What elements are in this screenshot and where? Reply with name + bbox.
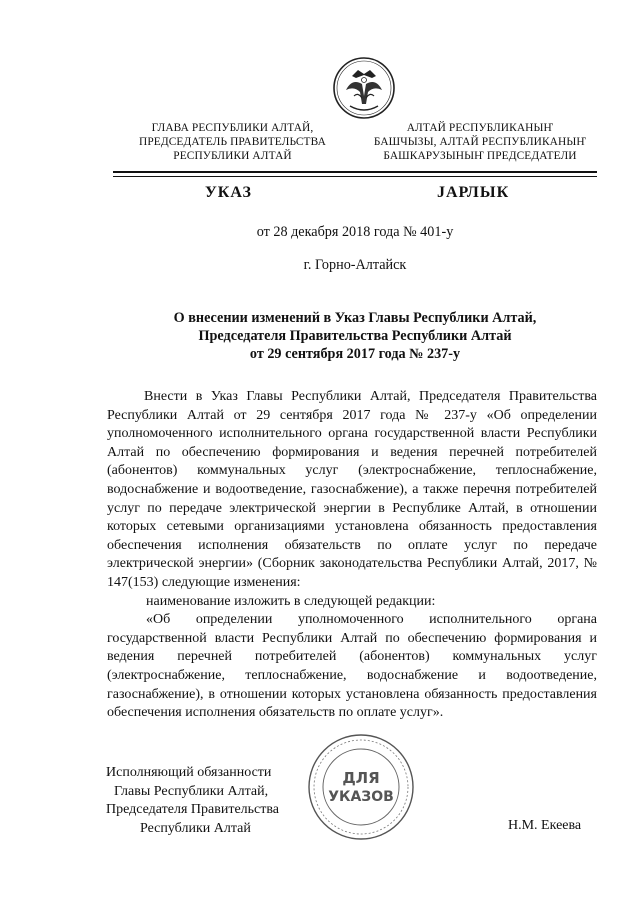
document-body [107,388,597,723]
header-right-line: БАШЧЫЗЫ, АЛТАЙ РЕСПУБЛИКАНЫҤ [373,136,587,148]
body-paragraph-instruction: наименование изложить в следующей редакции: [146,593,436,609]
header-divider-thick [113,171,597,173]
header-right-line: БАШКАРУЗЫНЫҤ ПРЕДСЕДАТЕЛИ [383,150,577,162]
stamp-text-line2: УКАЗОВ [328,789,394,805]
signatory-name: Н.М. Екеева [508,818,582,833]
header-left-line: РЕСПУБЛИКИ АЛТАЙ [173,150,292,162]
coat-of-arms-emblem [332,56,396,120]
title-line: Председателя Правительства Республики Алтай [198,328,512,344]
stamp-seal [306,732,416,842]
title-line: от 29 сентября 2017 года № 237-у [249,346,461,362]
document-city: г. Горно-Алтайск [303,257,407,273]
signature-line: Исполняющий обязанности [106,765,272,780]
title-line: О внесении изменений в Указ Главы Республики Алтай, [173,310,537,326]
document-date: от 28 декабря 2018 года № 401-у [256,224,454,240]
header-divider-thin [113,176,597,177]
body-paragraph-main: Внести в Указ Главы Республики Алтай, Председателя Правительства Республики Алтай от 29 сентября 2017 года № 237-у «Об определении уполномоченного исполнительного органа государственной власти Республики Алтай по обеспечению формирования и ведения перечней потребителей (абонентов) коммунальных услуг (электроснабжение, теплоснабжение, водоснабжение и водоотведение, газоснабжение), а также перечня потребителей услуг по передаче электрической энергии в Республике Алтай, в отношении которых сетевыми организациями установлена обязанность предоставления обеспечения исполнения обязательств по оплате услуг по передаче электрической энергии» (Сборник законодательства Республики Алтай, 2017, № 147(153) следующие изменения: [107,389,597,590]
header-left-line: ПРЕДСЕДАТЕЛЬ ПРАВИТЕЛЬСТВА [139,136,326,148]
signature-line: Главы Республики Алтай, [114,783,269,799]
header-left-block [110,121,355,163]
signature-block [90,764,310,838]
header-right-line: АЛТАЙ РЕСПУБЛИКАНЫҤ [406,122,554,134]
doc-type-russian: УКАЗ [205,184,252,201]
document-title [113,309,597,363]
stamp-text-line1: ДЛЯ [342,769,380,787]
body-paragraph-new-title: «Об определении уполномоченного исполнительного органа государственной власти Республики Алтай по обеспечению формирования и ведения перечней потребителей (абонентов) коммунальных услуг (электроснабжение, теплоснабжение, водоснабжение и водоотведение, газоснабжение), в отношении которых установлена обязанность предоставления обеспечения исполнения обязательств по оплате услуг». [107,612,597,721]
doc-type-altai: ЈАРЛЫК [437,184,510,201]
header-right-block [355,121,605,163]
signature-line: Республики Алтай [140,820,251,836]
signature-line: Председателя Правительства [106,802,280,817]
header-left-line: ГЛАВА РЕСПУБЛИКИ АЛТАЙ, [151,122,314,134]
